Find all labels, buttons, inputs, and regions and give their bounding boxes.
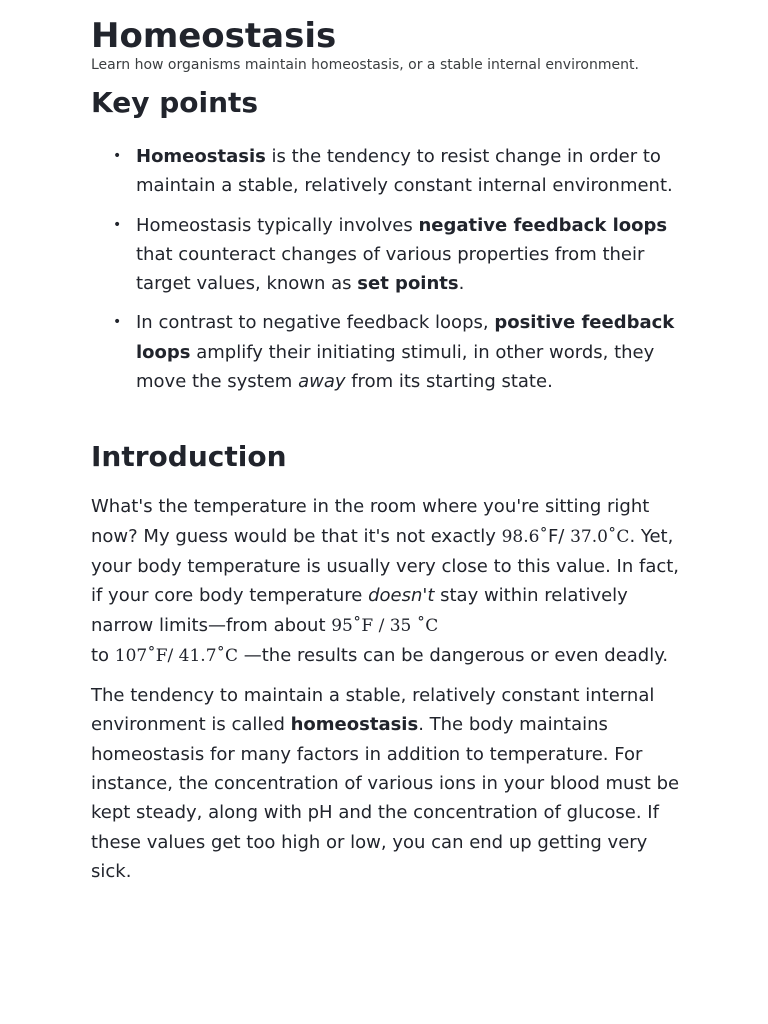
math-temperature-c: 37.0˚C [570, 526, 630, 547]
term-positive-feedback: positive feedback loops [136, 312, 675, 363]
bullet-icon: • [113, 314, 122, 331]
paragraph-text: What's the temperature in the room where you're sitting right now? My guess would be that it's not exactly [91, 496, 650, 547]
intro-paragraph-2 [91, 681, 681, 886]
key-point-text: that counteract changes of various properties from their target values, known as [136, 243, 645, 295]
paragraph-text: —the results can be dangerous or even deadly. [238, 644, 669, 666]
term-set-points: set points [357, 273, 459, 295]
page-title: Homeostasis [91, 16, 337, 56]
key-point-text: from its starting state. [345, 371, 553, 393]
introduction-heading: Introduction [91, 440, 287, 474]
bullet-icon: • [113, 216, 122, 233]
math-temperature-f: 98.6˚ [501, 526, 548, 547]
paragraph-text: stay within relatively narrow limits—from about [91, 585, 628, 636]
term-homeostasis: Homeostasis [136, 146, 266, 167]
key-point-text: is the tendency to resist change in order to maintain a stable, relatively constant internal environment. [136, 146, 673, 197]
key-point-item [91, 142, 681, 201]
article [91, 0, 681, 886]
paragraph-text: F/ [547, 525, 571, 547]
key-point-item [91, 308, 681, 396]
term-homeostasis: homeostasis [290, 714, 419, 736]
math-lower-limit: 95˚F / 35 ˚C [331, 615, 439, 636]
page-subtitle: Learn how organisms maintain homeostasis, or a stable internal environment. [91, 57, 639, 73]
bullet-icon: • [113, 148, 122, 164]
key-point-item [91, 211, 681, 299]
key-points-heading: Key points [91, 86, 259, 119]
paragraph-text: . Yet, your body temperature is usually very close to this value. In fact, if your core body temperature [91, 525, 680, 607]
paragraph-text: . The body maintains homeostasis for many factors in addition to temperature. For instance, the concentration of various ions in your blood must be kept steady, along with pH and the concentration of glucose. If these values get too high or low, you can end up getting very sick. [91, 714, 680, 882]
key-point-text: In contrast to negative feedback loops, [136, 312, 495, 334]
paragraph-text: The tendency to maintain a stable, relatively constant internal environment is called [91, 685, 655, 736]
term-negative-feedback: negative feedback loops [418, 214, 668, 236]
key-point-text: . [458, 273, 465, 295]
emphasis-doesnt: doesn't [368, 585, 435, 607]
emphasis-away: away [298, 371, 346, 393]
intro-paragraph-1 [91, 492, 681, 671]
math-upper-limit: 107˚F/ 41.7˚C [114, 645, 239, 666]
key-point-text: amplify their initiating stimuli, in other words, they move the system [136, 341, 655, 393]
key-point-text: Homeostasis typically involves [136, 214, 419, 236]
paragraph-text: to [91, 644, 115, 666]
key-points-list [91, 142, 681, 396]
